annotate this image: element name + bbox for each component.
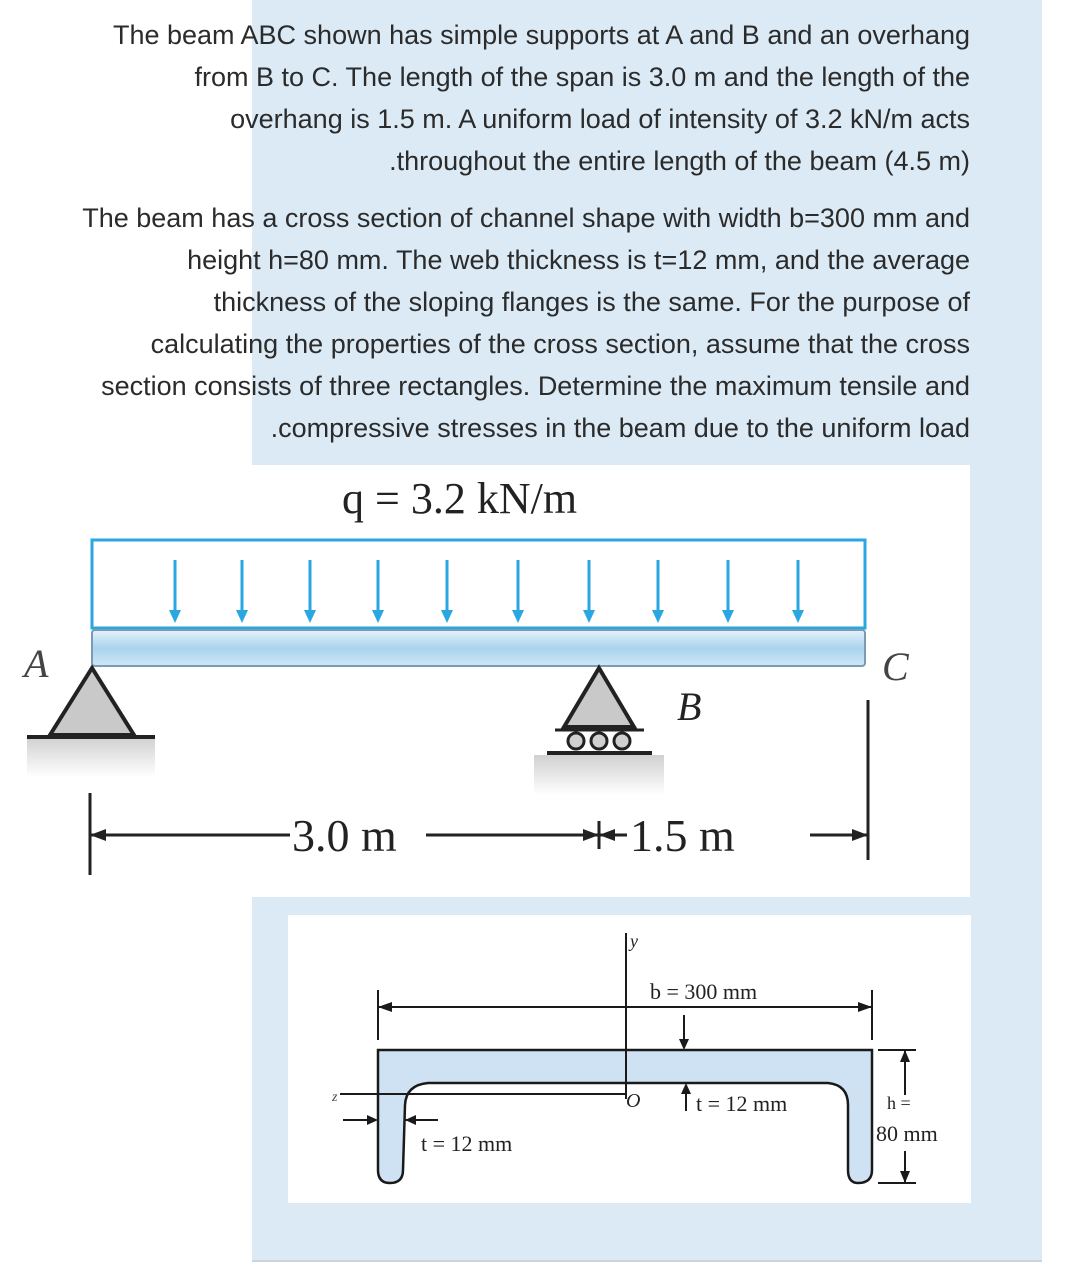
beam-diagram (2, 465, 970, 897)
cross-section-svg (288, 915, 971, 1203)
arrow-left-icon (405, 1115, 416, 1125)
arrow-down-icon (679, 1039, 689, 1050)
ground-shadow (27, 737, 155, 777)
web-thickness-label: t = 12 mm (421, 1131, 513, 1156)
problem-line: calculating the properties of the cross section, assume that the cross (150, 329, 970, 359)
roller-support-b (534, 668, 664, 795)
roller-wheel-icon (568, 733, 584, 749)
ground-shadow (534, 755, 664, 795)
problem-line: height h=80 mm. The web thickness is t=12 mm, and the average (187, 245, 970, 275)
load-label: q = 3.2 kN/m (342, 474, 578, 523)
problem-line: The beam has a cross section of channel shape with width b=300 mm and (82, 203, 970, 233)
arrow-head-icon (722, 610, 734, 623)
arrow-head-icon (304, 610, 316, 623)
problem-line: thickness of the sloping flanges is the same. For the purpose of (213, 287, 970, 317)
arrow-head-icon (792, 610, 804, 623)
arrow-head-icon (583, 610, 595, 623)
arrow-right-icon (858, 1002, 872, 1012)
arrow-head-icon (512, 610, 524, 623)
problem-line: .compressive stresses in the beam due to the uniform load (270, 413, 970, 443)
problem-paragraph-1 (113, 14, 970, 182)
z-axis-label: z (332, 1090, 338, 1105)
width-label: b = 300 mm (650, 979, 758, 1004)
label-b: B (677, 684, 702, 729)
problem-line: overhang is 1.5 m. A uniform load of intensity of 3.2 kN/m acts (230, 104, 970, 134)
arrow-left-icon (90, 829, 106, 841)
arrow-head-icon (236, 610, 248, 623)
overhang-label: 1.5 m (630, 810, 735, 861)
arrow-left-icon (599, 829, 615, 841)
problem-paragraph-2 (82, 197, 970, 449)
height-label-bottom: 80 mm (876, 1121, 938, 1146)
arrow-head-icon (372, 610, 384, 623)
beam-diagram-svg (2, 465, 970, 897)
beam-abc (92, 630, 865, 666)
origin-label: O (626, 1090, 641, 1112)
arrow-up-icon (900, 1050, 910, 1062)
roller-wheel-icon (614, 733, 630, 749)
arrow-down-icon (900, 1171, 910, 1183)
height-label-top: h = (887, 1093, 911, 1113)
arrow-right-icon (583, 829, 599, 841)
problem-line: section consists of three rectangles. Determine the maximum tensile and (101, 371, 970, 401)
arrow-right-icon (852, 829, 868, 841)
distributed-load (92, 540, 865, 628)
arrow-up-icon (681, 1083, 691, 1094)
arrow-left-icon (378, 1002, 392, 1012)
arrow-head-icon (169, 610, 181, 623)
problem-line: The beam ABC shown has simple supports at A and B and an overhang (112, 20, 970, 50)
dimension-lines (90, 700, 868, 875)
span-label: 3.0 m (292, 810, 397, 861)
problem-line: .throughout the entire length of the beam (4.5 m) (389, 146, 970, 176)
label-a: A (24, 641, 49, 686)
load-arrows (169, 560, 804, 623)
load-outline (92, 540, 865, 628)
y-axis-label: y (630, 931, 638, 951)
panel-bottom-rule (252, 1260, 1042, 1262)
label-c: C (882, 644, 909, 689)
pin-triangle-icon (50, 668, 134, 735)
problem-line: from B to C. The length of the span is 3.0 m and the length of the (194, 62, 970, 92)
arrow-right-icon (367, 1115, 378, 1125)
arrow-head-icon (652, 610, 664, 623)
cross-section-diagram (288, 915, 971, 1203)
roller-triangle-icon (564, 668, 634, 727)
arrow-head-icon (441, 610, 453, 623)
flange-thickness-label: t = 12 mm (696, 1091, 788, 1116)
roller-wheel-icon (591, 733, 607, 749)
